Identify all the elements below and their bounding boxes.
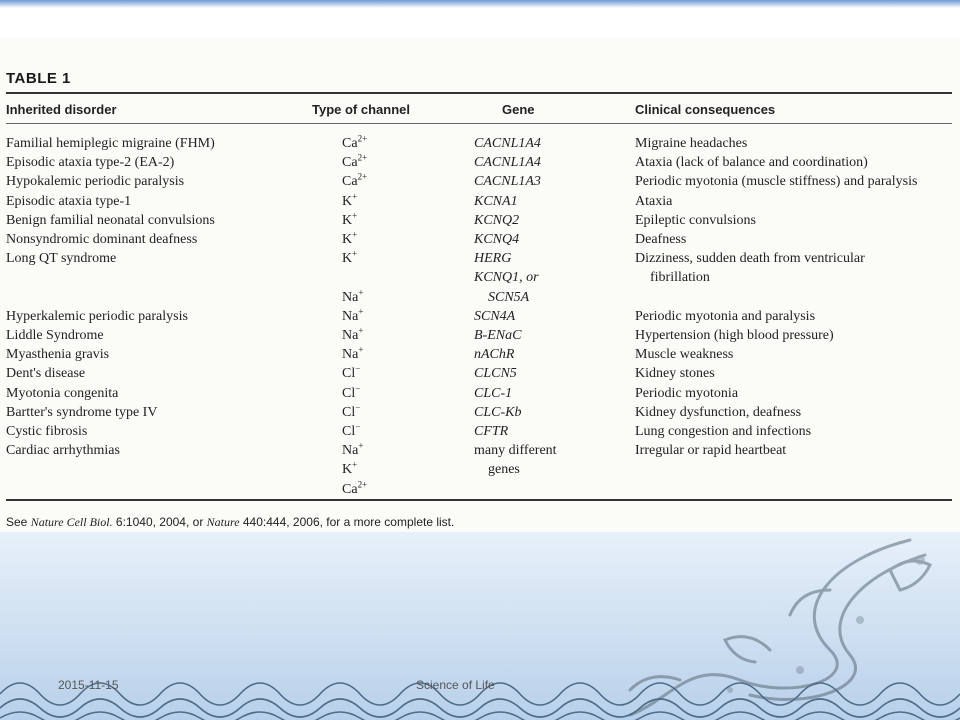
channel-ion: Cl xyxy=(342,385,356,401)
cell-disorder: Episodic ataxia type-2 (EA-2) xyxy=(6,155,175,171)
cell-gene: SCN4A xyxy=(474,308,516,324)
channel-charge: + xyxy=(352,210,358,221)
cell-gene: CFTR xyxy=(474,424,509,439)
cell-gene: CLC-Kb xyxy=(474,404,522,420)
cell-disorder: Familial hemiplegic migraine (FHM) xyxy=(6,136,215,151)
cell-consequence: Deafness xyxy=(635,232,687,247)
cell-channel xyxy=(342,248,358,267)
channel-ion: Ca xyxy=(342,481,358,497)
cell-channel xyxy=(342,210,358,229)
wave-border-decoration xyxy=(0,664,960,720)
cell-disorder: Bartter's syndrome type IV xyxy=(6,404,158,420)
cell-channel xyxy=(342,363,361,382)
cell-gene: CLC-1 xyxy=(474,385,513,401)
channel-ion: Ca xyxy=(342,174,358,190)
cell-gene: KCNA1 xyxy=(474,193,518,209)
channel-charge: − xyxy=(355,421,361,432)
channel-charge: 2+ xyxy=(357,133,368,144)
channel-charge: + xyxy=(358,286,364,297)
table-row xyxy=(0,344,960,366)
cell-disorder: Myotonia congenita xyxy=(6,385,119,401)
cell-gene: KCNQ2 xyxy=(474,212,520,228)
cell-channel xyxy=(342,190,358,210)
channel-charge: + xyxy=(358,325,364,336)
channel-charge: + xyxy=(358,344,364,355)
cell-disorder: Myasthenia gravis xyxy=(6,347,110,363)
cell-consequence: Hypertension (high blood pressure) xyxy=(635,328,834,343)
channel-ion: Cl xyxy=(342,366,356,382)
channel-charge: + xyxy=(358,440,364,451)
cell-consequence: fibrillation xyxy=(650,270,710,286)
cell-gene: B-ENaC xyxy=(474,328,522,343)
header-inherited-disorder: Inherited disorder xyxy=(6,102,117,117)
footnote-mid: 6:1040, 2004, or xyxy=(112,515,207,529)
table-row xyxy=(0,152,960,174)
cell-gene: genes xyxy=(488,462,520,478)
cell-consequence: Lung congestion and infections xyxy=(635,424,812,439)
cell-disorder: Cystic fibrosis xyxy=(6,424,88,439)
table-row xyxy=(0,440,960,462)
cell-gene: many different xyxy=(474,443,557,459)
cell-channel xyxy=(342,478,368,498)
channel-charge: + xyxy=(358,306,364,317)
table-row xyxy=(0,363,960,385)
cell-channel xyxy=(342,133,368,152)
cell-disorder: Hyperkalemic periodic paralysis xyxy=(6,308,188,324)
footnote-post: 440:444, 2006, for a more complete list. xyxy=(239,515,455,529)
cell-disorder: Liddle Syndrome xyxy=(6,328,104,343)
channel-ion: Na xyxy=(342,308,359,324)
table-top-rule xyxy=(6,92,952,94)
cell-channel xyxy=(342,459,358,478)
cell-disorder: Nonsyndromic dominant deafness xyxy=(6,232,198,247)
cell-disorder: Benign familial neonatal convulsions xyxy=(6,212,215,228)
cell-consequence: Irregular or rapid heartbeat xyxy=(635,443,787,459)
cell-channel xyxy=(342,344,364,363)
cell-gene: CACNL1A4 xyxy=(474,155,541,171)
cell-channel xyxy=(342,382,361,402)
cell-consequence: Muscle weakness xyxy=(635,347,734,363)
channel-charge: 2+ xyxy=(357,152,368,163)
cell-disorder: Dent's disease xyxy=(6,366,86,382)
table-row xyxy=(0,229,960,251)
table-row xyxy=(0,402,960,424)
cell-consequence: Ataxia xyxy=(635,193,673,209)
cell-channel xyxy=(342,171,368,190)
table-row xyxy=(0,171,960,193)
table-row xyxy=(0,248,960,270)
cell-consequence: Periodic myotonia and paralysis xyxy=(635,308,816,324)
cell-channel xyxy=(342,325,364,344)
header-type-of-channel: Type of channel xyxy=(312,102,410,117)
cell-consequence: Dizziness, sudden death from ventricular xyxy=(635,251,865,267)
footer-center-text: Science of Life xyxy=(416,678,495,692)
channel-charge: − xyxy=(355,382,361,393)
channel-ion: K xyxy=(342,462,353,478)
table-row xyxy=(0,133,960,155)
header-clinical-consequences: Clinical consequences xyxy=(635,102,776,117)
cell-gene: CACNL1A3 xyxy=(474,174,541,190)
channel-ion: K xyxy=(342,232,353,247)
table-row xyxy=(0,190,960,213)
channel-ion: Cl xyxy=(342,404,356,420)
table-row xyxy=(0,382,960,405)
table-row xyxy=(0,459,960,481)
channel-ion: Ca xyxy=(342,136,358,151)
footer-date: 2015-11-15 xyxy=(58,678,119,692)
table-row xyxy=(0,270,960,289)
channel-charge: + xyxy=(352,248,358,259)
cell-gene: CACNL1A4 xyxy=(474,136,541,151)
cell-gene: CLCN5 xyxy=(474,366,517,382)
cell-gene: HERG xyxy=(474,251,512,267)
footnote-ref-1: Nature Cell Biol. xyxy=(30,515,113,529)
channel-charge: 2+ xyxy=(357,478,368,489)
cell-consequence: Periodic myotonia (muscle stiffness) and paralysis xyxy=(635,174,918,190)
channel-charge: + xyxy=(352,229,358,240)
cell-channel xyxy=(342,421,361,440)
table-title: TABLE 1 xyxy=(6,70,71,87)
channel-ion: Na xyxy=(342,289,359,305)
cell-channel xyxy=(342,440,364,459)
cell-gene: nAChR xyxy=(474,347,515,363)
cell-disorder: Long QT syndrome xyxy=(6,251,117,267)
footnote-ref-2: Nature xyxy=(206,515,240,529)
table-row xyxy=(0,306,960,328)
channel-ion: K xyxy=(342,193,353,209)
table-row xyxy=(0,478,960,501)
channel-charge: + xyxy=(352,190,358,201)
channel-charge: + xyxy=(352,459,358,470)
cell-disorder: Cardiac arrhythmias xyxy=(6,443,120,459)
cell-consequence: Ataxia (lack of balance and coordination) xyxy=(635,155,868,171)
cell-disorder: Episodic ataxia type-1 xyxy=(6,193,132,209)
table-row xyxy=(0,325,960,347)
footnote-pre: See xyxy=(6,515,31,529)
cell-consequence: Periodic myotonia xyxy=(635,385,739,401)
cell-consequence: Epileptic convulsions xyxy=(635,212,756,228)
cell-disorder: Hypokalemic periodic paralysis xyxy=(6,174,185,190)
table-sheet xyxy=(0,38,960,532)
channel-ion: Na xyxy=(342,443,359,459)
channel-charge: 2+ xyxy=(357,171,368,182)
channel-ion: K xyxy=(342,212,353,228)
cell-gene: SCN5A xyxy=(488,289,530,305)
channel-ion: Cl xyxy=(342,424,356,439)
table-row xyxy=(0,421,960,443)
table-header-rule xyxy=(6,123,952,124)
channel-charge: − xyxy=(355,363,361,374)
table-bottom-rule xyxy=(6,499,952,501)
cell-channel xyxy=(342,306,364,325)
top-accent-bar xyxy=(0,0,960,8)
cell-channel xyxy=(342,286,364,306)
cell-channel xyxy=(342,152,368,171)
table-row xyxy=(0,286,960,309)
channel-ion: Ca xyxy=(342,155,358,171)
table-row xyxy=(0,210,960,232)
channel-charge: − xyxy=(355,402,361,413)
cell-gene: KCNQ1, or xyxy=(474,270,539,286)
cell-consequence: Migraine headaches xyxy=(635,136,748,151)
channel-ion: Na xyxy=(342,347,359,363)
cell-channel xyxy=(342,402,361,421)
cell-channel xyxy=(342,229,358,248)
cell-gene: KCNQ4 xyxy=(474,232,520,247)
channel-ion: Na xyxy=(342,328,359,343)
cell-consequence: Kidney dysfunction, deafness xyxy=(635,404,802,420)
header-gene: Gene xyxy=(502,102,535,117)
table-footnote xyxy=(6,515,454,530)
channel-ion: K xyxy=(342,251,353,267)
cell-consequence: Kidney stones xyxy=(635,366,715,382)
